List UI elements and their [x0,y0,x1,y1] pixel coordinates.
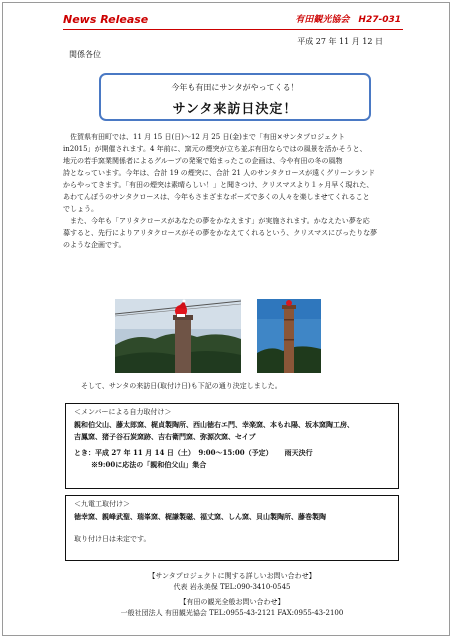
contact-project-rep: 代表 岩永美保 TEL:090-3410-0545 [173,583,291,591]
kyudenko-install-box [65,495,399,561]
names-line: 親和伯父山、藤太郎窯、梶貞製陶所、西山徳右エ門、幸楽窯、本もれ陽、坂本窯陶工房、 [74,420,354,429]
news-release-header [63,13,403,30]
rain-note: 雨天決行 [284,448,313,457]
contact-tourism-association: 一般社団法人 有田観光協会 TEL:0955-43-2121 FAX:0955-43-2100 [120,609,344,617]
text-line: また、今年も「アリタクロースがあなたの夢をかなえます」が実施されます。かなえたい夢を応 [70,217,370,225]
photo-tall-chimney [257,299,321,373]
title-main: サンタ来訪日決定！ [172,102,298,117]
kyudenko-heading: ＜九電工取付け＞ [74,500,130,508]
contact-heading-project: 【サンタプロジェクトに関する詳しいお問い合わせ】 [148,572,316,580]
when-value: 平成 27 年 11 月 14 日（土） 9:00～15:00（予定） [95,448,273,457]
addressee: 関係各位 [69,50,101,59]
header-label: News Release [63,13,149,26]
meeting-note: ※9:00に応法の「親和伯父山」集合 [91,460,207,469]
text-line: からやってきます。「有田の煙突は素晴らしい！」と聞きつけ、クリスマスより１ヶ月早く現れた、 [63,181,374,189]
self-install-box [65,403,399,489]
text-line: のような企画です。 [63,241,126,249]
contact-heading-tourism: 【有田の観光全般お問い合わせ】 [179,598,285,606]
announcement-line: そして、サンタの来訪日(取付け日)も下記の通り決定しました。 [81,382,282,390]
text-line: でしょう。 [63,205,98,213]
header-issuer: 有田観光協会 H27-031 [295,15,401,25]
self-install-names [74,419,390,443]
names-line: 吉鳳窯、猪子谷石炭窯跡、吉右衛門窯、弥源次窯、セイブ [74,432,256,441]
text-line: 佐賀県有田町では、11 月 15 日(日)～12 月 25 日(金)まで「有田×サンタプロジェクト [70,133,345,141]
self-install-heading: ＜メンバーによる自力取付け＞ [74,408,172,416]
contact-footer [65,571,399,619]
title-box [99,73,371,121]
text-line: あわてんぼうのサンタクロースは、今年もさまざまなポーズで多くの人々を楽しませてくれること [63,193,370,201]
title-subtitle: 今年も有田にサンタがやってくる！ [171,83,299,92]
body-text [63,131,403,251]
text-line: 地元の若手窯業関係者によるグループの発案で始まったこの企画は、今や有田の冬の風物 [63,157,343,165]
text-line: in2015」が開催されます。4 年前に、窯元の煙突が立ち並ぶ有田ならではの風景を活かそうと、 [63,145,367,153]
release-date: 平成 27 年 11 月 12 日 [297,37,383,46]
photo-chimney-santa [115,299,241,373]
kyudenko-names: 徳幸窯、親峰武聖、瑞峯窯、梶謙製磁、福丈窯、しん窯、貝山製陶所、藤巻製陶 [74,512,326,521]
kyudenko-date-note: 取り付け日は未定です。 [74,535,151,543]
text-line: 募すると、先行によりアリタクロースがその夢をかなえてくれるという、クリスマスにぴったりな夢 [63,229,378,237]
paragraph-1 [63,131,403,215]
when-label: とき： [74,448,95,457]
text-line: 詩となっています。今年は、合計 19 の煙突に、合計 21 人のサンタクロースが遠くグリーンランド [63,169,376,177]
paragraph-2 [63,215,403,251]
install-schedule [74,447,390,459]
page [2,2,450,636]
